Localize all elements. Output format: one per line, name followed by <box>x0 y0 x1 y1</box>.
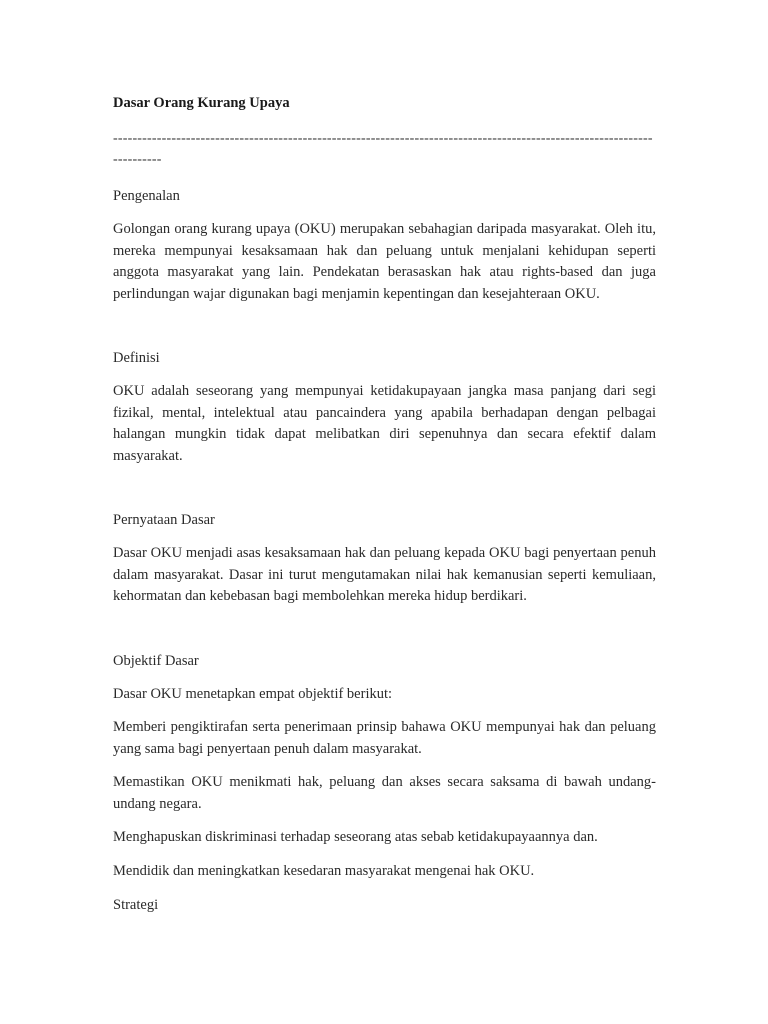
objektif-item: Mendidik dan meningkatkan kesedaran masyarakat mengenai hak OKU. <box>113 862 535 879</box>
objektif-intro: Dasar OKU menetapkan empat objektif berikut: <box>113 685 393 702</box>
document-title: Dasar Orang Kurang Upaya <box>113 95 290 111</box>
section-heading-objektif: Objektif Dasar <box>113 652 199 669</box>
section-heading-pernyataan: Pernyataan Dasar <box>113 512 215 528</box>
objektif-item: Menghapuskan diskriminasi terhadap seseorang atas sebab ketidakupayaannya dan. <box>113 829 598 845</box>
section-text-pengenalan: Golongan orang kurang upaya (OKU) merupakan sebahagian daripada masyarakat. Oleh itu, mereka mempunyai kesaksamaan hak dan peluang untuk menjalani kehidupan seperti anggota masyarakat yang lain. Pendekatan berasaskan hak atau rights-based dan juga perlindungan wajar digunakan bagi menjamin kepentingan dan kesejahteraan OKU. <box>113 221 656 302</box>
section-heading-definisi: Definisi <box>113 350 160 366</box>
section-heading-strategi: Strategi <box>113 897 159 913</box>
section-heading-pengenalan: Pengenalan <box>113 188 180 204</box>
objektif-item: Memastikan OKU menikmati hak, peluang dan akses secara saksama di bawah undang-undang negara. <box>113 774 656 812</box>
document-page <box>113 92 656 916</box>
dashed-separator: ------------------------------------------------------------------------------------------------------------------------- <box>113 131 653 167</box>
section-text-definisi: OKU adalah seseorang yang mempunyai ketidakupayaan jangka masa panjang dari segi fizikal, mental, intelektual atau pancaindera yang apabila berhadapan dengan pelbagai halangan mungkin tidak dapat melibatkan diri sepenuhnya dan secara efektif dalam masyarakat. <box>113 383 656 464</box>
objektif-item: Memberi pengiktirafan serta penerimaan prinsip bahawa OKU mempunyai hak dan peluang yang sama bagi penyertaan penuh dalam masyarakat. <box>113 719 656 757</box>
section-text-pernyataan: Dasar OKU menjadi asas kesaksamaan hak dan peluang kepada OKU bagi penyertaan penuh dalam masyarakat. Dasar ini turut mengutamakan nilai hak kemanusian seperti kemuliaan, kehormatan dan kebebasan bagi membolehkan mereka hidup berdikari. <box>113 545 656 604</box>
